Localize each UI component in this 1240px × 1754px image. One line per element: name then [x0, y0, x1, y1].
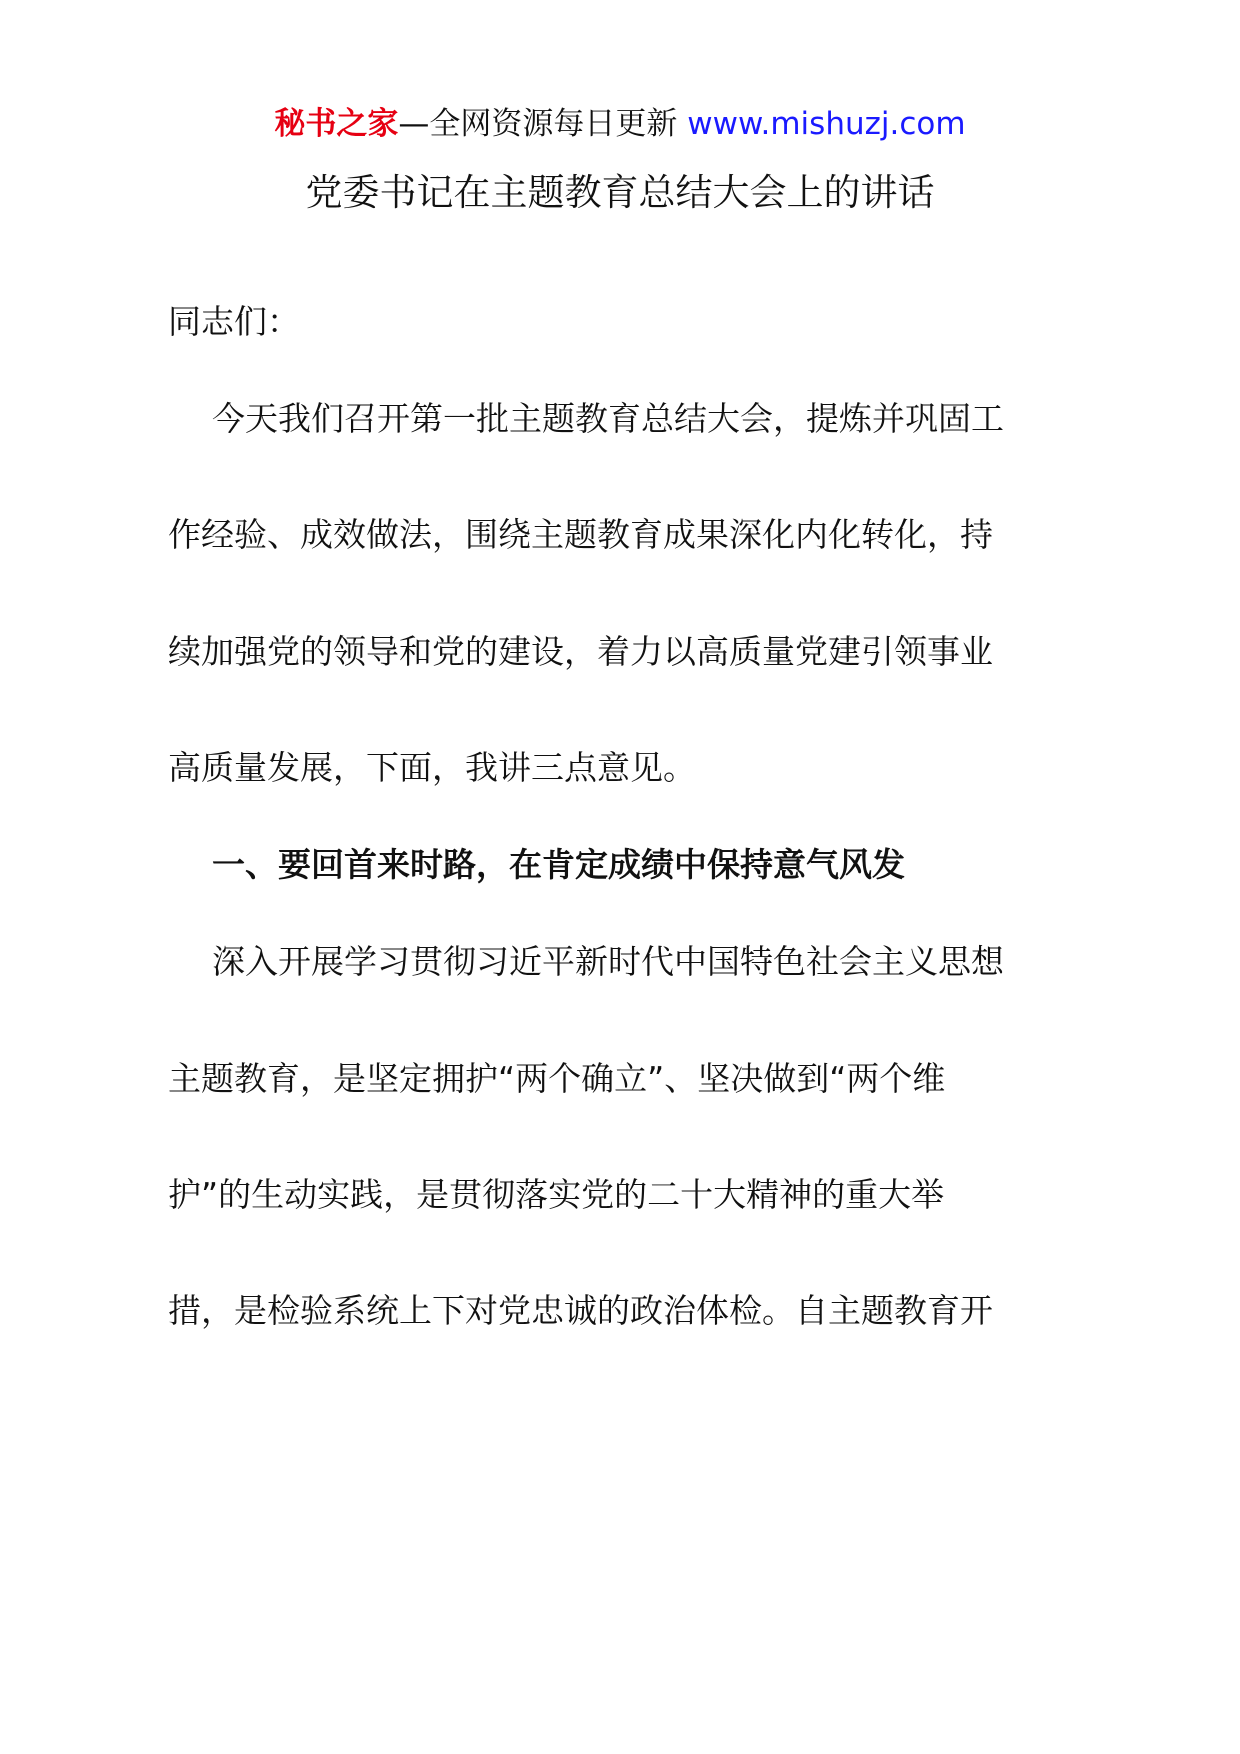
salutation: 同志们： [168, 302, 300, 341]
paragraph2-line1: 深入开展学习贯彻习近平新时代中国特色社会主义思想 [212, 942, 1004, 981]
paragraph1-line1: 今天我们召开第一批主题教育总结大会，提炼并巩固工 [212, 399, 1004, 438]
section1-heading: 一、要回首来时路，在肯定成绩中保持意气风发 [212, 845, 905, 884]
paragraph2-line3: 护”的生动实践，是贯彻落实党的二十大精神的重大举 [168, 1175, 945, 1214]
site-slogan: —全网资源每日更新 [398, 106, 678, 142]
paragraph1-line4: 高质量发展，下面，我讲三点意见。 [168, 748, 696, 787]
paragraph2-line4: 措，是检验系统上下对党忠诚的政治体检。自主题教育开 [168, 1291, 993, 1330]
site-brand: 秘书之家 [274, 106, 399, 142]
paragraph1-line3: 续加强党的领导和党的建设，着力以高质量党建引领事业 [168, 632, 993, 671]
site-header [0, 104, 1240, 144]
site-url-link[interactable]: www.mishuzj.com [687, 106, 966, 142]
paragraph2-line2: 主题教育，是坚定拥护“两个确立”、坚决做到“两个维 [168, 1059, 946, 1098]
document-title: 党委书记在主题教育总结大会上的讲话 [305, 171, 935, 214]
paragraph1-line2: 作经验、成效做法，围绕主题教育成果深化内化转化，持 [168, 515, 993, 554]
